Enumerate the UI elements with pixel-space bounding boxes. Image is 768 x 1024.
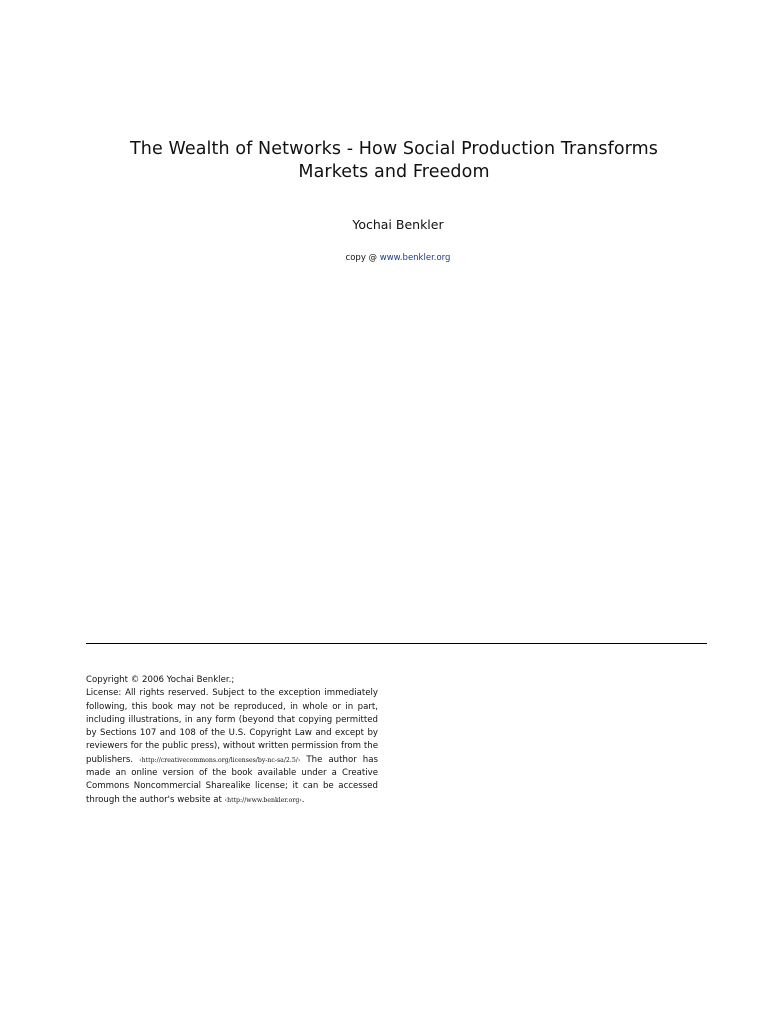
author-name: Yochai Benkler <box>352 217 444 232</box>
license-text-1: License: All rights reserved. Subject to the exception immediately following, this book may not be reproduced, in whole or in part, including illustrations, in any form (beyond that copying permitted by Sections 107 and 108 of the U.S. Copyright Law and except by reviewers for the public press), without written permission from the publishers. <box>86 688 378 765</box>
benkler-website-link[interactable]: www.benkler.org <box>379 253 451 263</box>
license-text-2: The author has made an online version of the book available under a Creative Commons Noncommercial Sharealike license; it can be accessed through the author's website at <box>86 754 378 805</box>
book-title-line-1: The Wealth of Networks - How Social Production Transforms <box>129 139 659 159</box>
author-website-link[interactable]: ‹http://www.benkler.org› <box>224 796 302 804</box>
copyright-footnote <box>86 674 378 807</box>
copyright-notice: Copyright © 2006 Yochai Benkler.; <box>86 675 235 685</box>
book-title-line-2: Markets and Freedom <box>298 162 490 182</box>
copy-prefix: copy @ <box>345 253 378 263</box>
footnote-divider <box>86 643 707 644</box>
license-url-link[interactable]: ‹http://creativecommons.org/licenses/by-nc-sa/2.5/› <box>139 756 301 764</box>
copy-line <box>0 253 768 263</box>
license-end: . <box>301 794 305 805</box>
book-title <box>90 138 698 184</box>
